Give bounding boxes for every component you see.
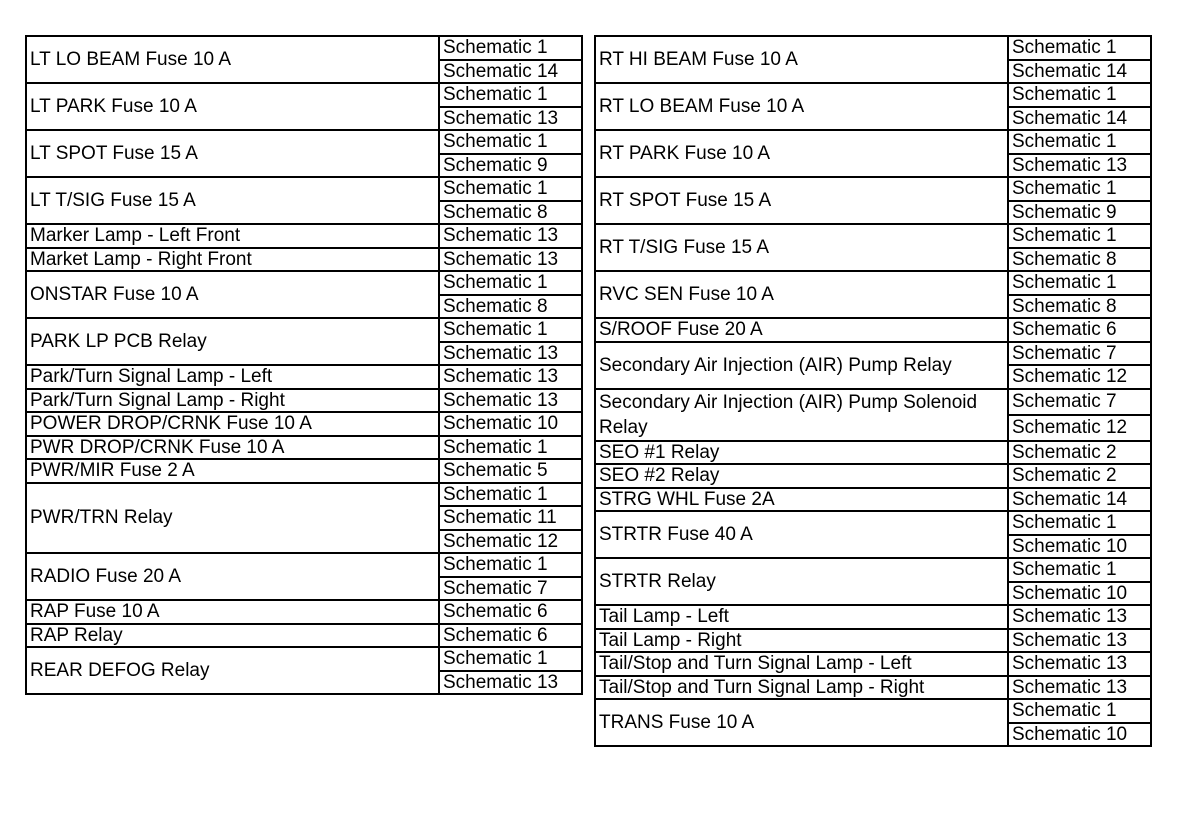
schematic-ref-cell: Schematic 8 bbox=[439, 295, 582, 319]
schematic-ref-cell: Schematic 1 bbox=[1008, 224, 1151, 248]
component-name-cell: Park/Turn Signal Lamp - Left bbox=[26, 365, 439, 389]
schematic-ref-cell: Schematic 10 bbox=[439, 412, 582, 436]
table-row bbox=[26, 389, 582, 413]
schematic-ref-cell: Schematic 13 bbox=[1008, 629, 1151, 653]
component-name-cell: PWR DROP/CRNK Fuse 10 A bbox=[26, 436, 439, 460]
schematic-ref-cell: Schematic 6 bbox=[1008, 318, 1151, 342]
table-row bbox=[595, 488, 1151, 512]
table-row bbox=[595, 83, 1151, 107]
right-fuse-table bbox=[594, 35, 1152, 747]
table-row bbox=[595, 464, 1151, 488]
component-name-cell: Park/Turn Signal Lamp - Right bbox=[26, 389, 439, 413]
schematic-ref-cell: Schematic 13 bbox=[439, 248, 582, 272]
component-name-cell: S/ROOF Fuse 20 A bbox=[595, 318, 1008, 342]
table-row bbox=[26, 177, 582, 201]
table-row bbox=[26, 647, 582, 671]
table-row bbox=[26, 224, 582, 248]
component-name-cell: POWER DROP/CRNK Fuse 10 A bbox=[26, 412, 439, 436]
component-name-cell: Secondary Air Injection (AIR) Pump Solenoid Relay bbox=[595, 389, 1008, 441]
schematic-ref-cell: Schematic 10 bbox=[1008, 723, 1151, 747]
schematic-ref-cell: Schematic 1 bbox=[439, 177, 582, 201]
component-name-cell: RT SPOT Fuse 15 A bbox=[595, 177, 1008, 224]
schematic-ref-cell: Schematic 14 bbox=[439, 60, 582, 84]
table-row bbox=[26, 365, 582, 389]
component-name-cell: LT PARK Fuse 10 A bbox=[26, 83, 439, 130]
component-name-cell: RAP Fuse 10 A bbox=[26, 600, 439, 624]
table-row bbox=[595, 676, 1151, 700]
component-name-cell: Tail Lamp - Right bbox=[595, 629, 1008, 653]
table-row bbox=[595, 511, 1151, 535]
component-name-cell: Tail Lamp - Left bbox=[595, 605, 1008, 629]
component-name-cell: RT T/SIG Fuse 15 A bbox=[595, 224, 1008, 271]
schematic-ref-cell: Schematic 7 bbox=[1008, 342, 1151, 366]
schematic-ref-cell: Schematic 1 bbox=[1008, 83, 1151, 107]
schematic-ref-cell: Schematic 13 bbox=[439, 671, 582, 695]
schematic-ref-cell: Schematic 1 bbox=[439, 318, 582, 342]
schematic-ref-cell: Schematic 13 bbox=[439, 224, 582, 248]
schematic-ref-cell: Schematic 1 bbox=[1008, 36, 1151, 60]
left-fuse-table bbox=[25, 35, 583, 695]
component-name-cell: STRG WHL Fuse 2A bbox=[595, 488, 1008, 512]
schematic-ref-cell: Schematic 8 bbox=[439, 201, 582, 225]
schematic-ref-cell: Schematic 1 bbox=[1008, 177, 1151, 201]
component-name-cell: REAR DEFOG Relay bbox=[26, 647, 439, 694]
schematic-ref-cell: Schematic 13 bbox=[1008, 154, 1151, 178]
right-table-body bbox=[595, 36, 1151, 746]
table-row bbox=[26, 271, 582, 295]
schematic-ref-cell: Schematic 8 bbox=[1008, 248, 1151, 272]
schematic-ref-cell: Schematic 9 bbox=[1008, 201, 1151, 225]
schematic-ref-cell: Schematic 11 bbox=[439, 506, 582, 530]
schematic-ref-cell: Schematic 1 bbox=[439, 83, 582, 107]
table-row bbox=[26, 624, 582, 648]
table-row bbox=[26, 36, 582, 60]
schematic-ref-cell: Schematic 1 bbox=[439, 647, 582, 671]
component-name-cell: Tail/Stop and Turn Signal Lamp - Right bbox=[595, 676, 1008, 700]
schematic-ref-cell: Schematic 1 bbox=[1008, 558, 1151, 582]
schematic-ref-cell: Schematic 8 bbox=[1008, 295, 1151, 319]
left-table-body bbox=[26, 36, 582, 694]
component-name-cell: Market Lamp - Right Front bbox=[26, 248, 439, 272]
table-row bbox=[26, 83, 582, 107]
schematic-ref-cell: Schematic 1 bbox=[439, 130, 582, 154]
schematic-ref-cell: Schematic 1 bbox=[1008, 511, 1151, 535]
schematic-ref-cell: Schematic 2 bbox=[1008, 464, 1151, 488]
component-name-cell: STRTR Relay bbox=[595, 558, 1008, 605]
table-row bbox=[595, 389, 1151, 415]
table-row bbox=[595, 177, 1151, 201]
schematic-ref-cell: Schematic 14 bbox=[1008, 488, 1151, 512]
table-row bbox=[26, 248, 582, 272]
table-row bbox=[26, 483, 582, 507]
schematic-ref-cell: Schematic 1 bbox=[1008, 699, 1151, 723]
table-row bbox=[595, 342, 1151, 366]
schematic-ref-cell: Schematic 1 bbox=[1008, 271, 1151, 295]
schematic-ref-cell: Schematic 12 bbox=[1008, 365, 1151, 389]
schematic-ref-cell: Schematic 1 bbox=[439, 553, 582, 577]
component-name-cell: PWR/MIR Fuse 2 A bbox=[26, 459, 439, 483]
schematic-ref-cell: Schematic 1 bbox=[439, 271, 582, 295]
component-name-cell: LT T/SIG Fuse 15 A bbox=[26, 177, 439, 224]
table-row bbox=[595, 558, 1151, 582]
component-name-cell: RT LO BEAM Fuse 10 A bbox=[595, 83, 1008, 130]
schematic-ref-cell: Schematic 1 bbox=[439, 483, 582, 507]
component-name-cell: Tail/Stop and Turn Signal Lamp - Left bbox=[595, 652, 1008, 676]
component-name-cell: SEO #2 Relay bbox=[595, 464, 1008, 488]
table-row bbox=[26, 600, 582, 624]
component-name-cell: PARK LP PCB Relay bbox=[26, 318, 439, 365]
schematic-ref-cell: Schematic 1 bbox=[439, 436, 582, 460]
component-name-cell: SEO #1 Relay bbox=[595, 441, 1008, 465]
table-row bbox=[595, 271, 1151, 295]
table-row bbox=[26, 553, 582, 577]
schematic-ref-cell: Schematic 14 bbox=[1008, 60, 1151, 84]
table-row bbox=[26, 130, 582, 154]
component-name-cell: LT LO BEAM Fuse 10 A bbox=[26, 36, 439, 83]
schematic-ref-cell: Schematic 13 bbox=[1008, 605, 1151, 629]
schematic-ref-cell: Schematic 12 bbox=[439, 530, 582, 554]
schematic-ref-cell: Schematic 6 bbox=[439, 624, 582, 648]
schematic-ref-cell: Schematic 13 bbox=[439, 342, 582, 366]
schematic-ref-cell: Schematic 1 bbox=[439, 36, 582, 60]
schematic-ref-cell: Schematic 13 bbox=[439, 107, 582, 131]
component-name-cell: RAP Relay bbox=[26, 624, 439, 648]
table-row bbox=[26, 318, 582, 342]
schematic-ref-cell: Schematic 9 bbox=[439, 154, 582, 178]
schematic-ref-cell: Schematic 5 bbox=[439, 459, 582, 483]
schematic-ref-cell: Schematic 10 bbox=[1008, 582, 1151, 606]
component-name-cell: Secondary Air Injection (AIR) Pump Relay bbox=[595, 342, 1008, 389]
table-row bbox=[595, 441, 1151, 465]
table-row bbox=[595, 605, 1151, 629]
table-row bbox=[26, 459, 582, 483]
table-row bbox=[26, 412, 582, 436]
component-name-cell: LT SPOT Fuse 15 A bbox=[26, 130, 439, 177]
component-name-cell: RADIO Fuse 20 A bbox=[26, 553, 439, 600]
table-row bbox=[595, 629, 1151, 653]
schematic-ref-cell: Schematic 13 bbox=[439, 389, 582, 413]
schematic-ref-cell: Schematic 13 bbox=[1008, 652, 1151, 676]
schematic-ref-cell: Schematic 12 bbox=[1008, 415, 1151, 441]
component-name-cell: ONSTAR Fuse 10 A bbox=[26, 271, 439, 318]
table-row bbox=[595, 130, 1151, 154]
schematic-ref-cell: Schematic 13 bbox=[439, 365, 582, 389]
table-row bbox=[595, 652, 1151, 676]
component-name-cell: Marker Lamp - Left Front bbox=[26, 224, 439, 248]
schematic-ref-cell: Schematic 14 bbox=[1008, 107, 1151, 131]
schematic-ref-cell: Schematic 7 bbox=[1008, 389, 1151, 415]
table-row bbox=[595, 224, 1151, 248]
component-name-cell: PWR/TRN Relay bbox=[26, 483, 439, 554]
schematic-ref-cell: Schematic 13 bbox=[1008, 676, 1151, 700]
component-name-cell: RVC SEN Fuse 10 A bbox=[595, 271, 1008, 318]
table-row bbox=[26, 436, 582, 460]
component-name-cell: STRTR Fuse 40 A bbox=[595, 511, 1008, 558]
schematic-ref-cell: Schematic 1 bbox=[1008, 130, 1151, 154]
schematic-ref-cell: Schematic 7 bbox=[439, 577, 582, 601]
component-name-cell: RT PARK Fuse 10 A bbox=[595, 130, 1008, 177]
component-name-cell: RT HI BEAM Fuse 10 A bbox=[595, 36, 1008, 83]
schematic-ref-cell: Schematic 6 bbox=[439, 600, 582, 624]
schematic-ref-cell: Schematic 2 bbox=[1008, 441, 1151, 465]
table-row bbox=[595, 699, 1151, 723]
table-row bbox=[595, 318, 1151, 342]
table-row bbox=[595, 36, 1151, 60]
component-name-cell: TRANS Fuse 10 A bbox=[595, 699, 1008, 746]
schematic-ref-cell: Schematic 10 bbox=[1008, 535, 1151, 559]
